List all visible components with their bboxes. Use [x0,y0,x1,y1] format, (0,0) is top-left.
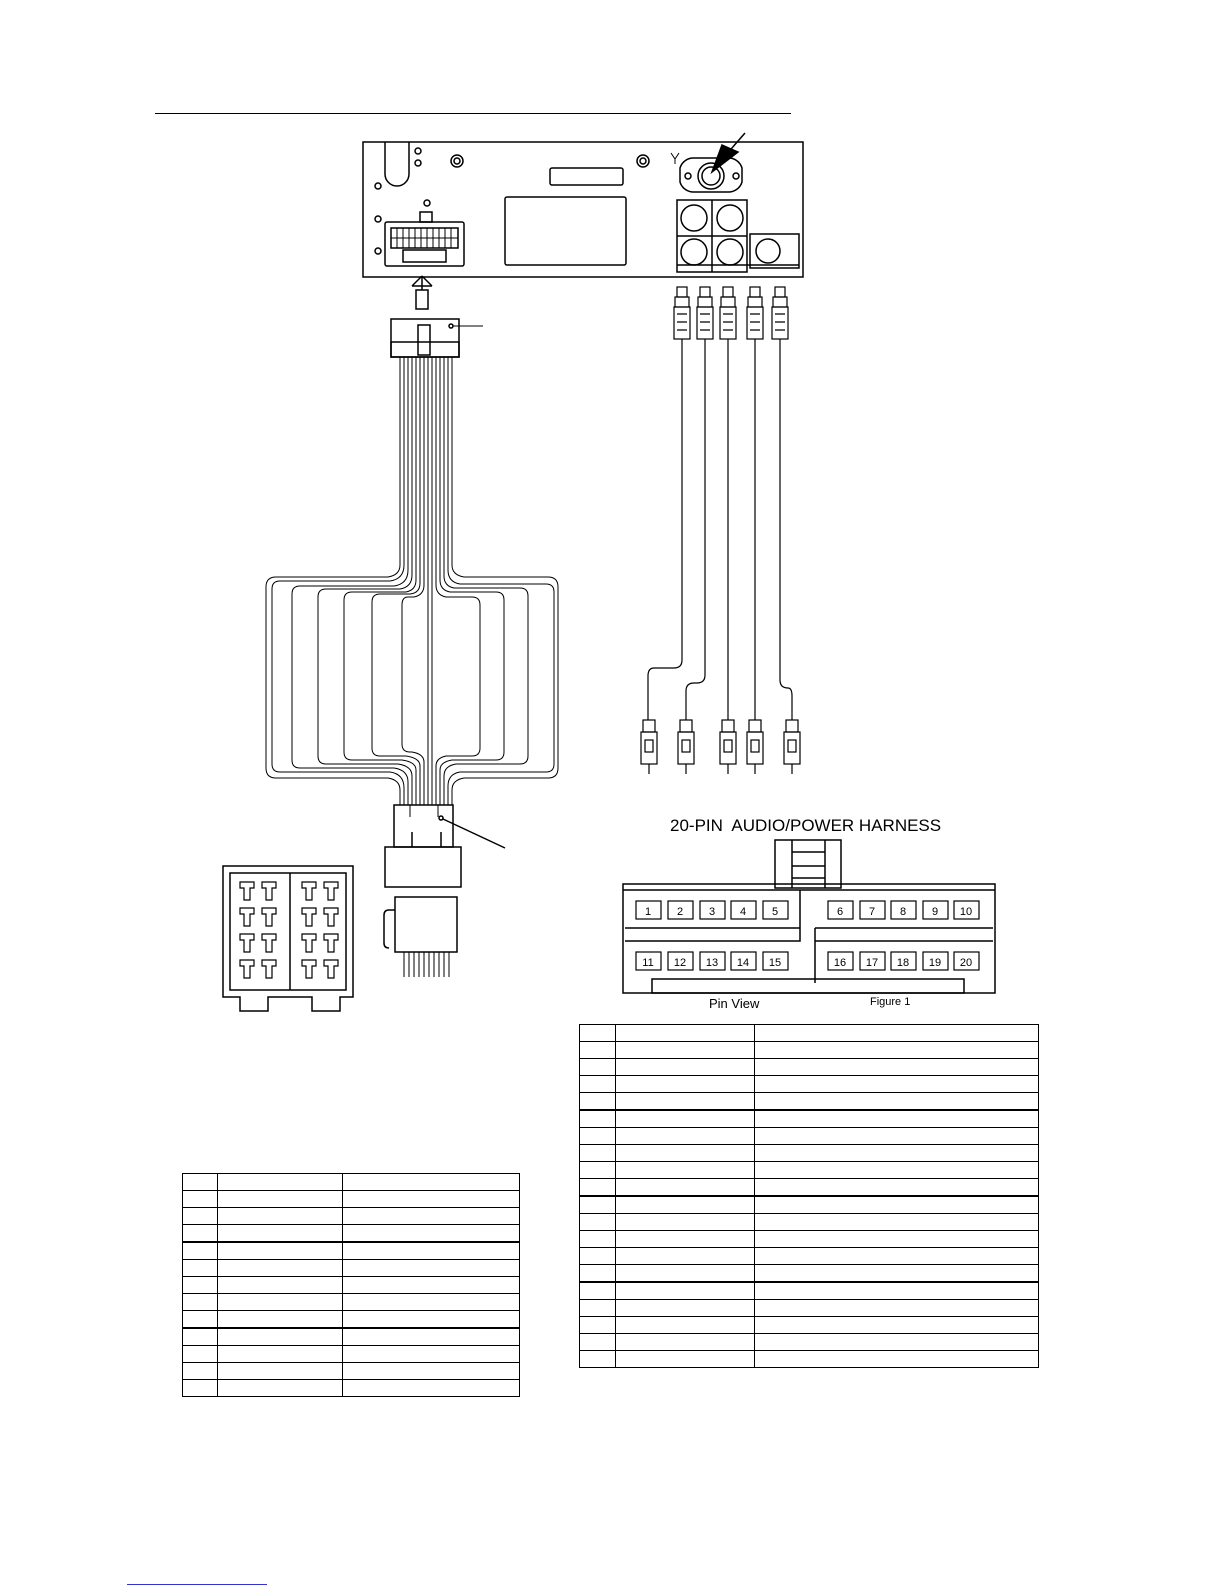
table-cell [183,1208,218,1225]
pin-label: 8 [899,906,907,918]
table-row [580,1231,1039,1248]
table-row [183,1208,520,1225]
pin-label: 5 [771,906,779,918]
table-cell [616,1162,755,1179]
table-cell [755,1162,1039,1179]
pin-label: 3 [708,906,716,918]
table-cell [755,1025,1039,1042]
table-row [580,1196,1039,1214]
pin-label: 16 [833,957,847,969]
table-cell [218,1277,343,1294]
table-cell [580,1265,616,1283]
table-cell [343,1328,520,1346]
table-row [183,1346,520,1363]
table-cell [343,1363,520,1380]
table-cell [343,1311,520,1329]
table-row [580,1145,1039,1162]
table-cell [218,1380,343,1397]
table-cell [755,1300,1039,1317]
table-cell [580,1282,616,1300]
table-cell [755,1059,1039,1076]
table-cell [580,1231,616,1248]
table-cell [616,1351,755,1368]
table-row [183,1328,520,1346]
table-cell [218,1311,343,1329]
table-cell [218,1260,343,1277]
table-row [580,1334,1039,1351]
table-row [580,1162,1039,1179]
table-cell [218,1191,343,1208]
pin-label: 11 [642,957,654,969]
table-cell [580,1128,616,1145]
table-cell [616,1179,755,1197]
table-cell [183,1277,218,1294]
table-cell [755,1179,1039,1197]
table-cell [343,1242,520,1260]
table-cell [755,1231,1039,1248]
table-row [183,1260,520,1277]
table-row [580,1265,1039,1283]
table-cell [580,1059,616,1076]
table-cell [580,1179,616,1197]
table-cell [218,1208,343,1225]
pin-label: 15 [768,957,782,969]
pin-view-label: Pin View [709,996,760,1011]
table-cell [343,1174,520,1191]
pin-label: 4 [739,906,747,918]
iso-connector-face [223,866,353,1011]
pin-label: 18 [896,957,910,969]
table-cell [183,1328,218,1346]
table-cell [755,1042,1039,1059]
table-cell [616,1110,755,1128]
table-row [183,1294,520,1311]
table-row [183,1191,520,1208]
table-cell [580,1196,616,1214]
pin-label: 13 [705,957,719,969]
table-row [580,1093,1039,1111]
pin-label: 2 [676,906,684,918]
table-row [580,1042,1039,1059]
table-row [580,1248,1039,1265]
table-cell [183,1380,218,1397]
harness-pin-table [579,1024,1039,1368]
table-cell [218,1225,343,1243]
table-cell [580,1162,616,1179]
table-cell [580,1334,616,1351]
iso-pin-table [182,1173,520,1397]
table-cell [755,1145,1039,1162]
rca-cables [641,287,800,774]
table-cell [183,1225,218,1243]
pin-boxes [636,901,979,970]
table-row [580,1025,1039,1042]
table-cell [755,1265,1039,1283]
table-cell [755,1128,1039,1145]
table-cell [580,1317,616,1334]
table-cell [755,1282,1039,1300]
table-cell [183,1294,218,1311]
table-cell [343,1294,520,1311]
table-cell [183,1260,218,1277]
table-cell [616,1214,755,1231]
table-cell [218,1294,343,1311]
table-cell [755,1076,1039,1093]
table-cell [580,1351,616,1368]
table-cell [616,1059,755,1076]
table-cell [755,1093,1039,1111]
table-row [183,1277,520,1294]
table-row [580,1351,1039,1368]
table-row [183,1242,520,1260]
table-cell [616,1196,755,1214]
table-cell [616,1231,755,1248]
pin-label: 10 [959,906,973,918]
table-cell [616,1317,755,1334]
table-row [183,1174,520,1191]
table-cell [343,1277,520,1294]
figure-label: Figure 1 [870,996,911,1008]
pin-label: 14 [736,957,750,969]
table-cell [580,1145,616,1162]
table-row [580,1128,1039,1145]
table-cell [580,1093,616,1111]
table-cell [616,1265,755,1283]
table-cell [183,1346,218,1363]
table-cell [580,1110,616,1128]
table-cell [343,1346,520,1363]
table-cell [616,1334,755,1351]
pin-label: 7 [868,906,876,918]
table-cell [755,1196,1039,1214]
pin-label: 6 [836,906,844,918]
head-unit-rear-panel [363,142,803,277]
table-cell [755,1110,1039,1128]
table-cell [218,1346,343,1363]
table-cell [755,1214,1039,1231]
table-row [580,1300,1039,1317]
table-cell [580,1214,616,1231]
table-cell [218,1174,343,1191]
table-cell [755,1351,1039,1368]
table-cell [580,1025,616,1042]
table-cell [183,1174,218,1191]
table-row [183,1380,520,1397]
table-cell [183,1191,218,1208]
table-cell [218,1242,343,1260]
pin-label: 17 [865,957,879,969]
pin-label: 20 [959,957,973,969]
table-row [580,1110,1039,1128]
table-row [183,1363,520,1380]
table-cell [183,1363,218,1380]
pin-label: 19 [928,957,942,969]
table-cell [183,1311,218,1329]
table-cell [580,1076,616,1093]
table-row [580,1214,1039,1231]
table-cell [616,1042,755,1059]
table-cell [755,1317,1039,1334]
table-row [580,1059,1039,1076]
table-cell [343,1225,520,1243]
table-cell [755,1248,1039,1265]
table-row [183,1311,520,1329]
pin-label: 9 [931,906,939,918]
table-cell [580,1300,616,1317]
table-cell [616,1248,755,1265]
table-row [183,1225,520,1243]
table-cell [616,1282,755,1300]
table-cell [616,1300,755,1317]
table-cell [343,1191,520,1208]
table-cell [616,1025,755,1042]
table-cell [343,1260,520,1277]
table-cell [755,1334,1039,1351]
table-row [580,1317,1039,1334]
harness-title: 20-PIN AUDIO/POWER HARNESS [670,816,942,835]
table-cell [218,1328,343,1346]
table-cell [218,1363,343,1380]
table-cell [183,1242,218,1260]
table-cell [580,1042,616,1059]
table-row [580,1282,1039,1300]
table-cell [580,1248,616,1265]
table-cell [343,1208,520,1225]
table-cell [616,1093,755,1111]
pin-label: 1 [644,906,652,918]
table-row [580,1179,1039,1197]
table-cell [616,1128,755,1145]
table-cell [616,1145,755,1162]
table-cell [616,1076,755,1093]
pin-label: 12 [673,957,687,969]
table-cell [343,1380,520,1397]
table-row [580,1076,1039,1093]
